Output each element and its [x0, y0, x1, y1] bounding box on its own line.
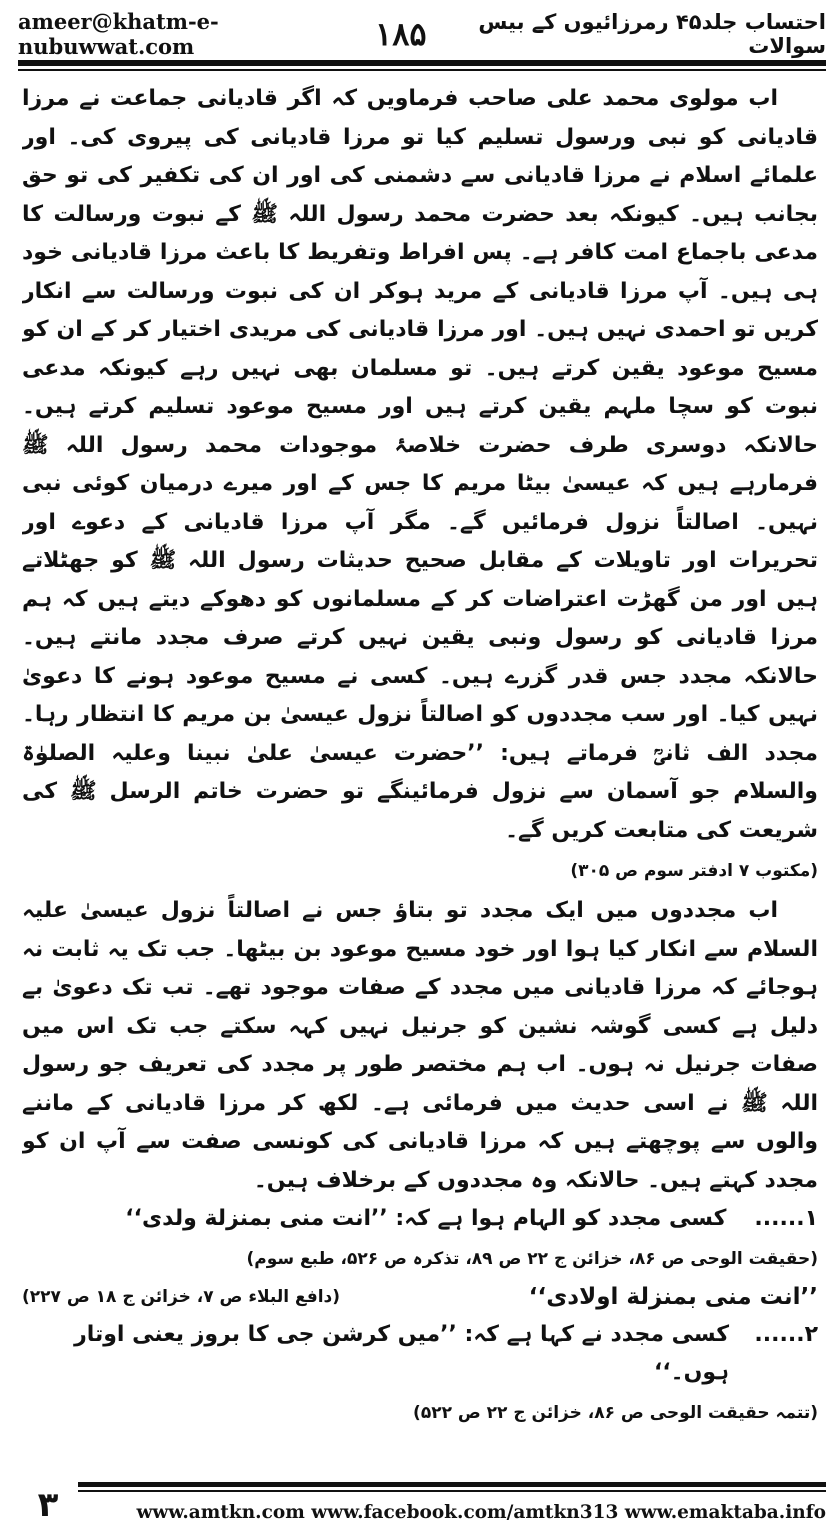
paragraph-1: اب مولوی محمد علی صاحب فرماویں کہ اگر قادیانی جماعت نے مرزا قادیانی کو نبی ورسول تسلیم کیا تو مرزا قادیانی کی پیروی کی۔ اور علمائے اسلام نے مرزا قادیانی سے دشمنی کی اور ان کی تکفیر کی تو حق بجانب ہیں۔ کیونکہ بعد حضرت محمد رسول اللہ ﷺ کے نبوت ورسالت کا مدعی باجماع امت کافر ہے۔ پس افراط وتفریط کا باعث مرزا قادیانی خود ہی ہیں۔ آپ مرزا قادیانی کے مرید ہوکر ان کی نبوت ورسالت سے انکار کریں تو احمدی نہیں ہیں۔ اور مرزا قادیانی کی مریدی اختیار کر کے ان کو مسیح موعود یقین کرتے ہیں۔ تو مسلمان بھی نہیں رہے کیونکہ مدعی نبوت کو سچا ملہم یقین کرتے ہیں اور مسیح موعود تسلیم کرتے ہیں۔ حالانکہ دوسری طرف حضرت خلاصۂ موجودات محمد رسول اللہ ﷺ فرمارہے ہیں کہ عیسیٰ بیٹا مریم کا جس کے اور میرے درمیان کوئی نبی نہیں۔ اصالتاً نزول فرمائیں گے۔ مگر آپ مرزا قادیانی کے دعوے اور تحریرات اور تاویلات کے مقابل صحیح حدیثات رسول اللہ ﷺ کو جھٹلاتے ہیں اور من گھڑت اعتراضات کر کے مسلمانوں کو دھوکے دیتے ہیں کہ ہم مرزا قادیانی کو رسول ونبی یقین نہیں کرتے صرف مجدد مانتے ہیں۔ حالانکہ مجدد جس قدر گزرے ہیں۔ کسی نے مسیح موعود ہونے کا دعویٰ نہیں کیا۔ اور سب مجددوں کو اصالتاً نزول عیسیٰ بن مریم کا انتظار رہا۔ مجدد الف ثانیؒ فرماتے ہیں: ’’حضرت عیسیٰ علیٰ نبینا وعلیہ الصلوٰۃ والسلام جو آسمان سے نزول فرمائینگے تو حضرت خاتم الرسل ﷺ کی شریعت کی متابعت کریں گے۔	[22, 86, 818, 843]
header-email: ameer@khatm-e-nubuwwat.com	[18, 9, 219, 59]
footer-page-marker: ۳	[37, 1485, 59, 1525]
citation-haqiqat-ul-wahi: (حقیقت الوحی ص ۸۶، خزائن ج ۲۲ ص ۸۹، تذکرہ ص ۵۲۶، طبع سوم)	[246, 1249, 818, 1269]
footer-rule-thick	[78, 1482, 826, 1487]
list-item-text: کسی مجدد نے کہا ہے کہ: ’’میں کرشن جی کا بروز یعنی اوتار ہوں۔‘‘	[74, 1322, 730, 1385]
citation-maktub: (مکتوب ۷ ادفتر سوم ص ۳۰۵)	[570, 861, 818, 881]
page-number: ۱۸۵	[375, 15, 427, 53]
list-item-2	[22, 1316, 818, 1392]
footer-rule-thin	[78, 1490, 826, 1492]
citation-tatimma: (تتمہ حقیقت الوحی ص ۸۶، خزائن ج ۲۲ ص ۵۲۲)	[413, 1403, 818, 1423]
footer-links[interactable]: www.amtkn.com www.facebook.com/amtkn313 www.emaktaba.info	[136, 1501, 826, 1523]
page-header	[18, 9, 826, 59]
header-left	[18, 9, 427, 59]
paragraph-2: اب مجددوں میں ایک مجدد تو بتاؤ جس نے اصالتاً نزول عیسیٰ علیہ السلام سے انکار کیا ہوا اور خود مسیح موعود بن بیٹھا۔ جب تک یہ ثابت نہ ہوجائے کہ مرزا قادیانی میں مجدد کے صفات موجود تھے۔ تب تک دعویٰ بے دلیل ہے کسی گوشہ نشین کو جرنیل نہیں کہہ سکتے جب تک اس میں صفات جرنیل نہ ہوں۔ اب ہم مختصر طور پر مجدد کی تعریف جو رسول اللہ ﷺ نے اسی حدیث میں فرمائی ہے۔ لکھ کر مرزا قادیانی کے ماننے والوں سے پوچھتے ہیں کہ مرزا قادیانی کی کونسی صفت سے آپ ان کو مجدد کہتے ہیں۔ حالانکہ وہ مجددوں کے برخلاف ہیں۔	[22, 898, 818, 1193]
list-item-1	[22, 1200, 818, 1238]
quote-text: ’’انت منی بمنزلة اولادی‘‘	[528, 1284, 818, 1310]
footer-bar	[78, 1482, 826, 1528]
quote-row	[22, 1280, 818, 1314]
running-title: احتساب جلد۴۵ رمرزائیوں کے بیس سوالات	[478, 10, 826, 58]
list-item-number: ۲......	[754, 1322, 818, 1347]
list-item-number: ۱......	[754, 1206, 818, 1231]
list-item-text: کسی مجدد کو الہام ہوا ہے کہ: ’’انت منی بمنزلة ولدی‘‘	[125, 1206, 727, 1231]
page-body	[22, 80, 818, 1470]
page-footer	[18, 1480, 826, 1530]
citation-dafi-ul-bala: (دافع البلاء ص ۷، خزائن ج ۱۸ ص ۲۲۷)	[22, 1287, 341, 1307]
header-rule-thin	[18, 69, 826, 71]
header-rule-thick	[18, 60, 826, 66]
